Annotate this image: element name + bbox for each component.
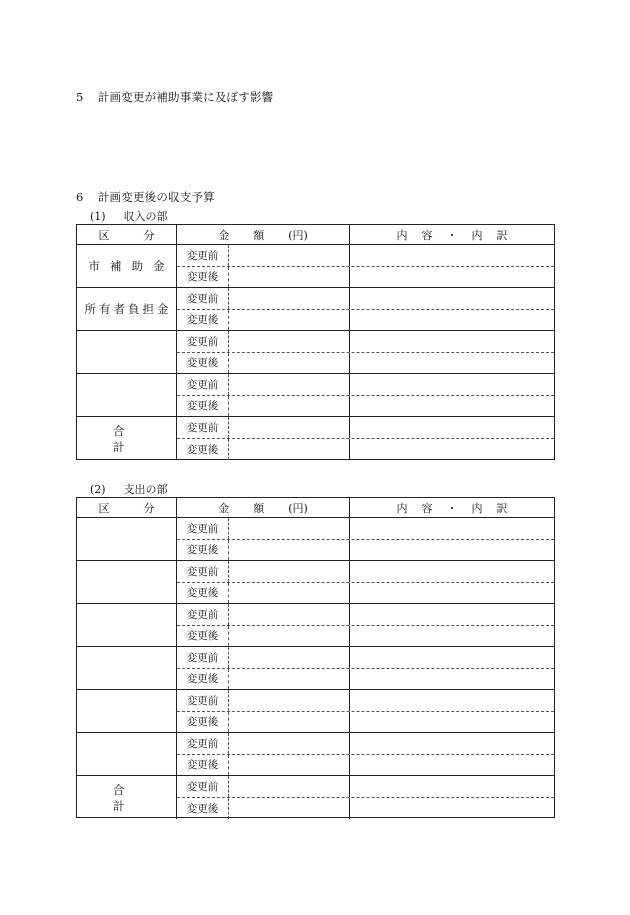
change-after-label: 変更後 <box>177 439 229 460</box>
income-category-cell: 合計 <box>77 417 177 460</box>
expense-subheading <box>90 481 168 497</box>
income-category-cell <box>77 374 177 416</box>
header-naiyou: 内 容 ・ 内 訳 <box>396 501 508 515</box>
amount-cell[interactable] <box>229 310 350 331</box>
amount-cell[interactable] <box>229 583 350 604</box>
change-after-label: 変更後 <box>177 540 229 561</box>
income-group-5 <box>77 417 554 460</box>
expense-table <box>76 497 555 818</box>
expense-row-before <box>177 604 554 626</box>
change-after-label: 変更後 <box>177 669 229 690</box>
amount-cell[interactable] <box>229 417 350 438</box>
detail-cell[interactable] <box>350 583 554 604</box>
detail-cell[interactable] <box>350 776 554 797</box>
expense-category-cell: 合計 <box>77 776 177 819</box>
amount-cell[interactable] <box>229 439 350 460</box>
change-after-label: 変更後 <box>177 798 229 819</box>
change-before-label: 変更前 <box>177 245 229 266</box>
income-group-1 <box>77 245 554 288</box>
expense-category-cell <box>77 647 177 689</box>
header-naiyou: 内 容 ・ 内 訳 <box>396 228 508 242</box>
header-kingaku: 金 額 (円) <box>177 498 350 517</box>
change-before-label: 変更前 <box>177 518 229 539</box>
amount-cell[interactable] <box>229 353 350 374</box>
change-before-label: 変更前 <box>177 374 229 395</box>
detail-cell[interactable] <box>350 755 554 776</box>
expense-group-7 <box>77 776 554 819</box>
change-before-label: 変更前 <box>177 331 229 352</box>
change-before-label: 変更前 <box>177 417 229 438</box>
detail-cell[interactable] <box>350 690 554 711</box>
header-kubun: 区 分 <box>77 225 177 244</box>
change-before-label: 変更前 <box>177 561 229 582</box>
detail-cell[interactable] <box>350 669 554 690</box>
expense-group-2 <box>77 561 554 604</box>
section-title: 計画変更が補助事業に及ぼす影響 <box>97 90 274 104</box>
detail-cell[interactable] <box>350 439 554 460</box>
change-after-label: 変更後 <box>177 396 229 417</box>
detail-cell[interactable] <box>350 712 554 733</box>
amount-cell[interactable] <box>229 374 350 395</box>
detail-cell[interactable] <box>350 604 554 625</box>
expense-row-after <box>177 755 554 776</box>
expense-row-before <box>177 733 554 755</box>
change-after-label: 変更後 <box>177 712 229 733</box>
detail-cell[interactable] <box>350 267 554 288</box>
expense-group-3 <box>77 604 554 647</box>
detail-cell[interactable] <box>350 518 554 539</box>
section-title: 計画変更後の収支予算 <box>97 190 215 204</box>
expense-row-before <box>177 647 554 669</box>
income-row-before <box>177 374 554 396</box>
expense-row-after <box>177 540 554 561</box>
amount-cell[interactable] <box>229 267 350 288</box>
change-after-label: 変更後 <box>177 310 229 331</box>
detail-cell[interactable] <box>350 417 554 438</box>
detail-cell[interactable] <box>350 647 554 668</box>
detail-cell[interactable] <box>350 540 554 561</box>
expense-row-before <box>177 561 554 583</box>
change-before-label: 変更前 <box>177 733 229 754</box>
amount-cell[interactable] <box>229 604 350 625</box>
expense-row-after <box>177 712 554 733</box>
subsection-number: (2) <box>90 483 106 496</box>
expense-row-after <box>177 626 554 647</box>
change-after-label: 変更後 <box>177 267 229 288</box>
change-before-label: 変更前 <box>177 604 229 625</box>
expense-category-cell <box>77 604 177 646</box>
detail-cell[interactable] <box>350 626 554 647</box>
change-before-label: 変更前 <box>177 690 229 711</box>
amount-cell[interactable] <box>229 396 350 417</box>
income-group-3 <box>77 331 554 374</box>
income-group-2 <box>77 288 554 331</box>
amount-cell[interactable] <box>229 518 350 539</box>
amount-cell[interactable] <box>229 288 350 309</box>
header-kubun: 区 分 <box>77 498 177 517</box>
income-row-before <box>177 417 554 439</box>
income-category-cell <box>77 331 177 373</box>
income-subheading <box>90 208 168 224</box>
income-row-before <box>177 288 554 310</box>
change-before-label: 変更前 <box>177 647 229 668</box>
income-category-cell: 所有者負担金 <box>77 288 177 330</box>
change-before-label: 変更前 <box>177 776 229 797</box>
change-after-label: 変更後 <box>177 353 229 374</box>
section-number: 6 <box>76 190 84 204</box>
detail-cell[interactable] <box>350 561 554 582</box>
section-number: 5 <box>76 90 84 104</box>
amount-cell[interactable] <box>229 690 350 711</box>
amount-cell[interactable] <box>229 776 350 797</box>
amount-cell[interactable] <box>229 540 350 561</box>
detail-cell[interactable] <box>350 374 554 395</box>
change-after-label: 変更後 <box>177 626 229 647</box>
amount-cell[interactable] <box>229 733 350 754</box>
expense-category-cell <box>77 518 177 560</box>
amount-cell[interactable] <box>229 712 350 733</box>
income-table <box>76 224 555 460</box>
amount-cell[interactable] <box>229 669 350 690</box>
expense-group-5 <box>77 690 554 733</box>
income-row-after <box>177 267 554 288</box>
change-after-label: 変更後 <box>177 583 229 604</box>
detail-cell[interactable] <box>350 331 554 352</box>
amount-cell[interactable] <box>229 331 350 352</box>
amount-cell[interactable] <box>229 561 350 582</box>
income-group-4 <box>77 374 554 417</box>
expense-category-cell <box>77 690 177 732</box>
section-6-heading <box>76 189 215 205</box>
amount-cell[interactable] <box>229 626 350 647</box>
amount-cell[interactable] <box>229 798 350 819</box>
detail-cell[interactable] <box>350 733 554 754</box>
detail-cell[interactable] <box>350 396 554 417</box>
change-before-label: 変更前 <box>177 288 229 309</box>
expense-row-after <box>177 583 554 604</box>
subsection-title: 支出の部 <box>123 483 168 496</box>
change-after-label: 変更後 <box>177 755 229 776</box>
expense-row-before <box>177 690 554 712</box>
amount-cell[interactable] <box>229 647 350 668</box>
income-row-after <box>177 310 554 331</box>
table-header <box>77 225 554 245</box>
expense-group-4 <box>77 647 554 690</box>
detail-cell[interactable] <box>350 288 554 309</box>
expense-group-1 <box>77 518 554 561</box>
income-row-before <box>177 331 554 353</box>
table-header <box>77 498 554 518</box>
detail-cell[interactable] <box>350 798 554 819</box>
amount-cell[interactable] <box>229 245 350 266</box>
subsection-title: 収入の部 <box>123 210 168 223</box>
detail-cell[interactable] <box>350 245 554 266</box>
subsection-number: (1) <box>90 210 106 223</box>
expense-row-after <box>177 798 554 819</box>
income-row-after <box>177 353 554 374</box>
income-row-before <box>177 245 554 267</box>
expense-category-cell <box>77 733 177 775</box>
expense-row-before <box>177 776 554 798</box>
income-row-after <box>177 439 554 460</box>
expense-group-6 <box>77 733 554 776</box>
income-category-cell: 市補助金 <box>77 245 177 287</box>
header-kingaku: 金 額 (円) <box>177 225 350 244</box>
expense-row-after <box>177 669 554 690</box>
section-5-heading <box>76 89 273 105</box>
expense-row-before <box>177 518 554 540</box>
income-row-after <box>177 396 554 417</box>
expense-category-cell <box>77 561 177 603</box>
amount-cell[interactable] <box>229 755 350 776</box>
detail-cell[interactable] <box>350 310 554 331</box>
detail-cell[interactable] <box>350 353 554 374</box>
